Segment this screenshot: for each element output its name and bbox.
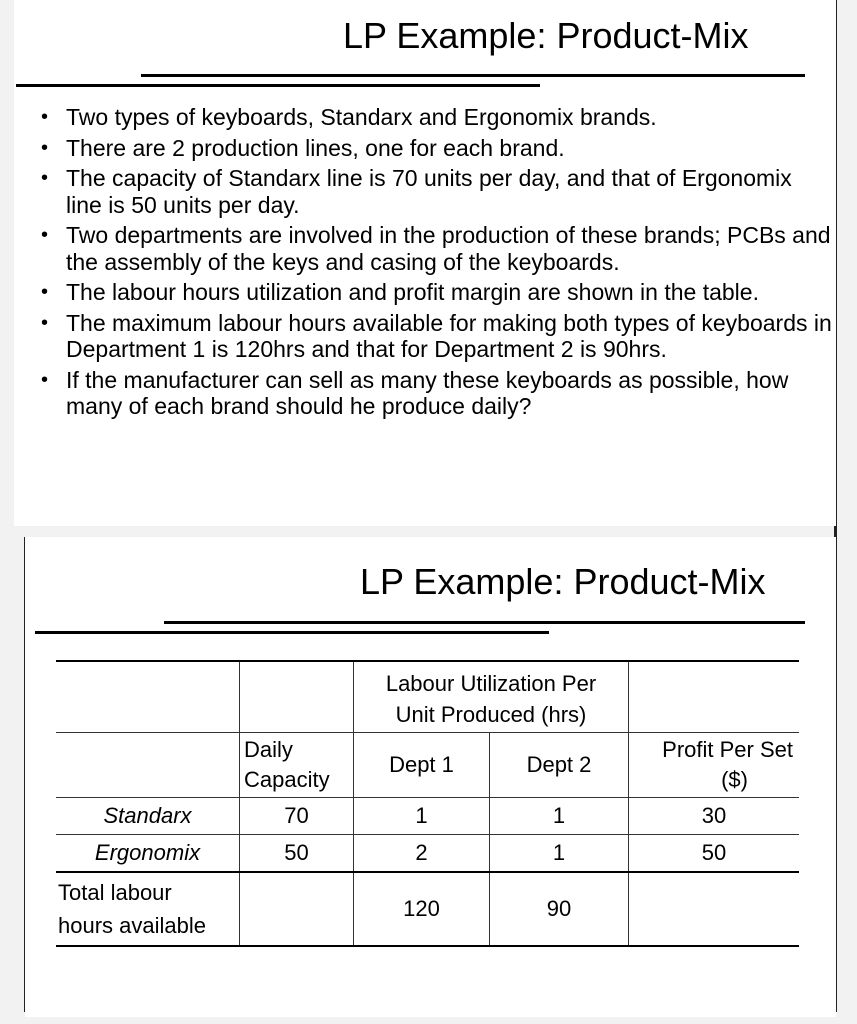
bullet-dot-icon: • — [41, 136, 49, 159]
table-total-row — [56, 872, 799, 946]
table-row — [56, 798, 799, 835]
table-cell-empty — [629, 872, 800, 946]
header-dept-2: Dept 2 — [490, 733, 629, 798]
header-profit-per-set: Profit Per Set ($) — [629, 733, 800, 798]
cell-profit: 30 — [629, 798, 800, 835]
slide-title: LP Example: Product-Mix — [343, 15, 749, 56]
cell-profit: 50 — [629, 835, 800, 873]
cell-total-dept1: 120 — [354, 872, 490, 946]
title-rule-upper — [141, 74, 805, 77]
title-rule-lower — [35, 631, 549, 634]
cell-capacity: 50 — [240, 835, 354, 873]
header-dept-1: Dept 1 — [354, 733, 490, 798]
bullet-item: • Two departments are involved in the production of these brands; PCBs and the assembly of the keys and casing of the keyboards. — [41, 222, 831, 275]
table-cell-empty — [56, 661, 240, 733]
group-header-labour-utilization: Labour Utilization Per Unit Produced (hrs) — [354, 661, 629, 733]
slide-problem-statement — [14, 0, 836, 526]
bullet-item: • The labour hours utilization and profit margin are shown in the table. — [41, 279, 759, 305]
cell-total-dept2: 90 — [490, 872, 629, 946]
table-row — [56, 835, 799, 873]
table-header-row — [56, 661, 799, 733]
title-rule-upper — [164, 621, 805, 624]
bullet-dot-icon: • — [41, 281, 49, 303]
bullet-dot-icon: • — [41, 224, 49, 246]
title-rule-lower — [16, 84, 540, 87]
cell-dept2: 1 — [490, 835, 629, 873]
table-subheader-row — [56, 733, 799, 798]
table-cell-empty — [240, 661, 354, 733]
cell-dept1: 2 — [354, 835, 490, 873]
bullet-item: • The maximum labour hours available for making both types of keyboards in Department 1 is 120hrs and that for Department 2 is 90hrs. — [41, 309, 832, 362]
cell-dept1: 1 — [354, 798, 490, 835]
row-label-ergonomix: Ergonomix — [56, 835, 240, 873]
bullet-item: • Two types of keyboards, Standarx and Ergonomix brands. — [41, 104, 657, 130]
bullet-item: • The capacity of Standarx line is 70 units per day, and that of Ergonomix line is 50 units per day. — [41, 165, 792, 218]
slide-data-table — [25, 537, 836, 1017]
bullet-dot-icon: • — [41, 311, 49, 334]
cell-dept2: 1 — [490, 798, 629, 835]
bullet-dot-icon: • — [41, 368, 49, 391]
bullet-list — [32, 104, 832, 424]
labour-profit-table — [56, 660, 799, 947]
table-cell-empty — [56, 733, 240, 798]
bullet-dot-icon: • — [41, 167, 49, 189]
bullet-item: • There are 2 production lines, one for each brand. — [41, 134, 565, 161]
table-cell-empty — [240, 872, 354, 946]
table-cell-empty — [629, 661, 800, 733]
cell-capacity: 70 — [240, 798, 354, 835]
slide-title: LP Example: Product-Mix — [360, 561, 766, 602]
bullet-dot-icon: • — [41, 106, 49, 128]
row-label-total-labour-hours: Total labour hours available — [56, 872, 240, 946]
bullet-item: • If the manufacturer can sell as many these keyboards as possible, how many of each brand should he produce daily? — [41, 366, 789, 419]
header-daily-capacity: Daily Capacity — [240, 733, 354, 798]
row-label-standarx: Standarx — [56, 798, 240, 835]
